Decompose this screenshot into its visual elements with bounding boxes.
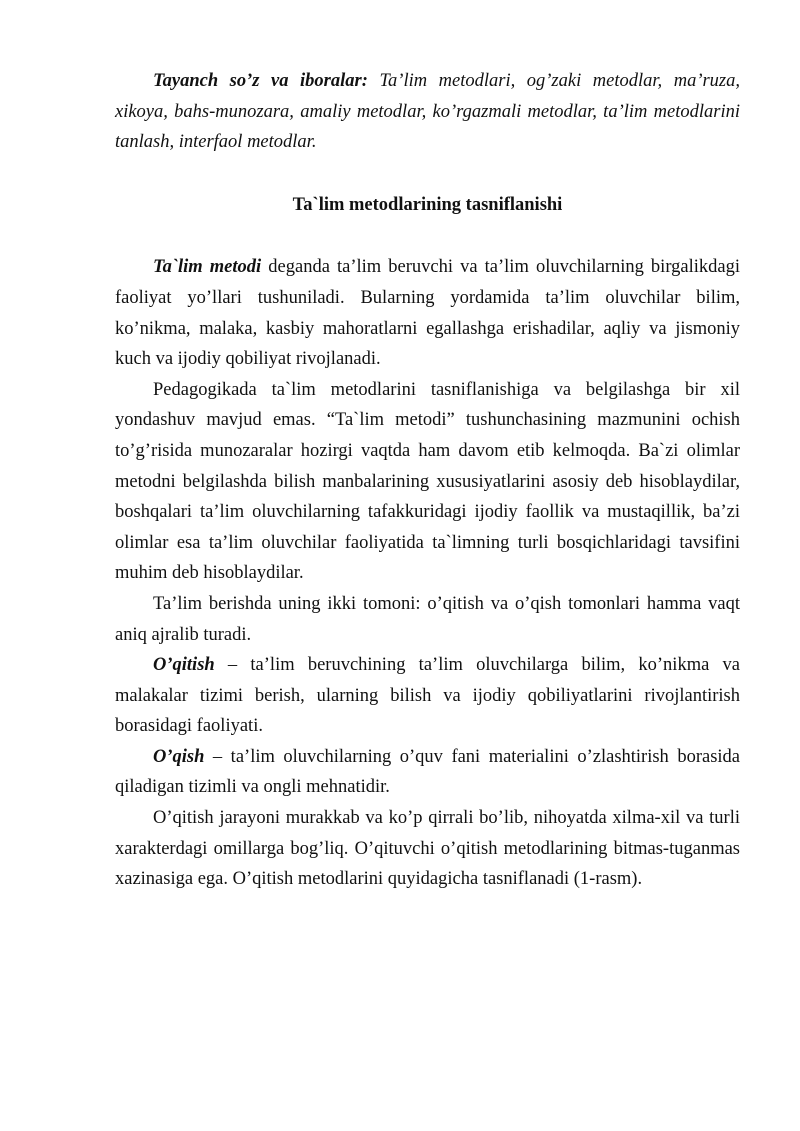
- document-body: [115, 66, 740, 895]
- paragraph-two-sides: [115, 589, 740, 650]
- term-oqitish: O’qitish: [153, 655, 215, 676]
- paragraph-definition-teaching: [115, 650, 740, 742]
- paragraph-text: Ta’lim berishda uning ikki tomoni: o’qitish va o’qish tomonlari hamma vaqt aniq ajralib turadi.: [115, 593, 740, 645]
- paragraph-text: – ta’lim beruvchining ta’lim oluvchilarga bilim, ko’nikma va malakalar tizimi berish, ularning bilish va ijodiy qobiliyatlarini rivojlantirish borasidagi faoliyati.: [115, 655, 740, 737]
- keywords-label: Tayanch so’z va iboralar:: [153, 71, 368, 91]
- paragraph-text: – ta’lim oluvchilarning o’quv fani materialini o’zlashtirish borasida qiladigan tizimli va ongli mehnatidir.: [115, 746, 740, 798]
- paragraph-text: Pedagogikada ta`lim metodlarini tasniflanishiga va belgilashga bir xil yondashuv mavjud emas. “Ta`lim metodi” tushunchasining mazmunini ochish to’g’risida munozaralar hozirgi vaqtda ham davom etib kelmoqda. Ba`zi olimlar metodni belgilashda bilish manbalarining xususiyatlarini asosiy deb hisoblaydilar, boshqalari ta’lim oluvchilarning tafakkuridagi ijodiy faollik va mustaqillik, ba’zi olimlar esa ta’lim oluvchilar faoliyatida ta`limning turli bosqichlaridagi tavsifini muhim deb hisoblaydilar.: [115, 379, 740, 584]
- paragraph-definition-learning: [115, 742, 740, 803]
- paragraph-classification: [115, 375, 740, 589]
- section-title: Ta`lim metodlarining tasniflanishi: [292, 194, 563, 215]
- paragraph-definition-method: [115, 252, 740, 374]
- paragraph-teaching-process: [115, 803, 740, 895]
- keywords-list: Ta’lim metodlari, og’zaki metodlar, ma’ruza, xikoya, bahs-munozara, amaliy metodlar, ko’rgazmali metodlar, ta’lim metodlarini tanlash, interfaol metodlar.: [115, 71, 741, 153]
- paragraph-text: O’qitish jarayoni murakkab va ko’p qirrali bo’lib, nihoyatda xilma-xil va turli xarakterdagi omillarga bog’liq. O’qituvchi o’qitish metodlarining bitmas-tuganmas xazinasiga ega. O’qitish metodlarini quyidagicha tasniflanadi (1-rasm).: [115, 808, 740, 890]
- term-oqish: O’qish: [153, 746, 205, 767]
- paragraph-text: deganda ta’lim beruvchi va ta’lim oluvchilarning birgalikdagi faoliyat yo’llari tushuniladi. Bularning yordamida ta’lim oluvchilar bilim, ko’nikma, malaka, kasbiy mahoratlarni egallashga erishadilar, aqliy va jismoniy kuch va ijodiy qobiliyat rivojlanadi.: [115, 257, 740, 370]
- keywords-paragraph: [115, 66, 740, 158]
- term-talim-metodi: Ta`lim metodi: [153, 257, 262, 278]
